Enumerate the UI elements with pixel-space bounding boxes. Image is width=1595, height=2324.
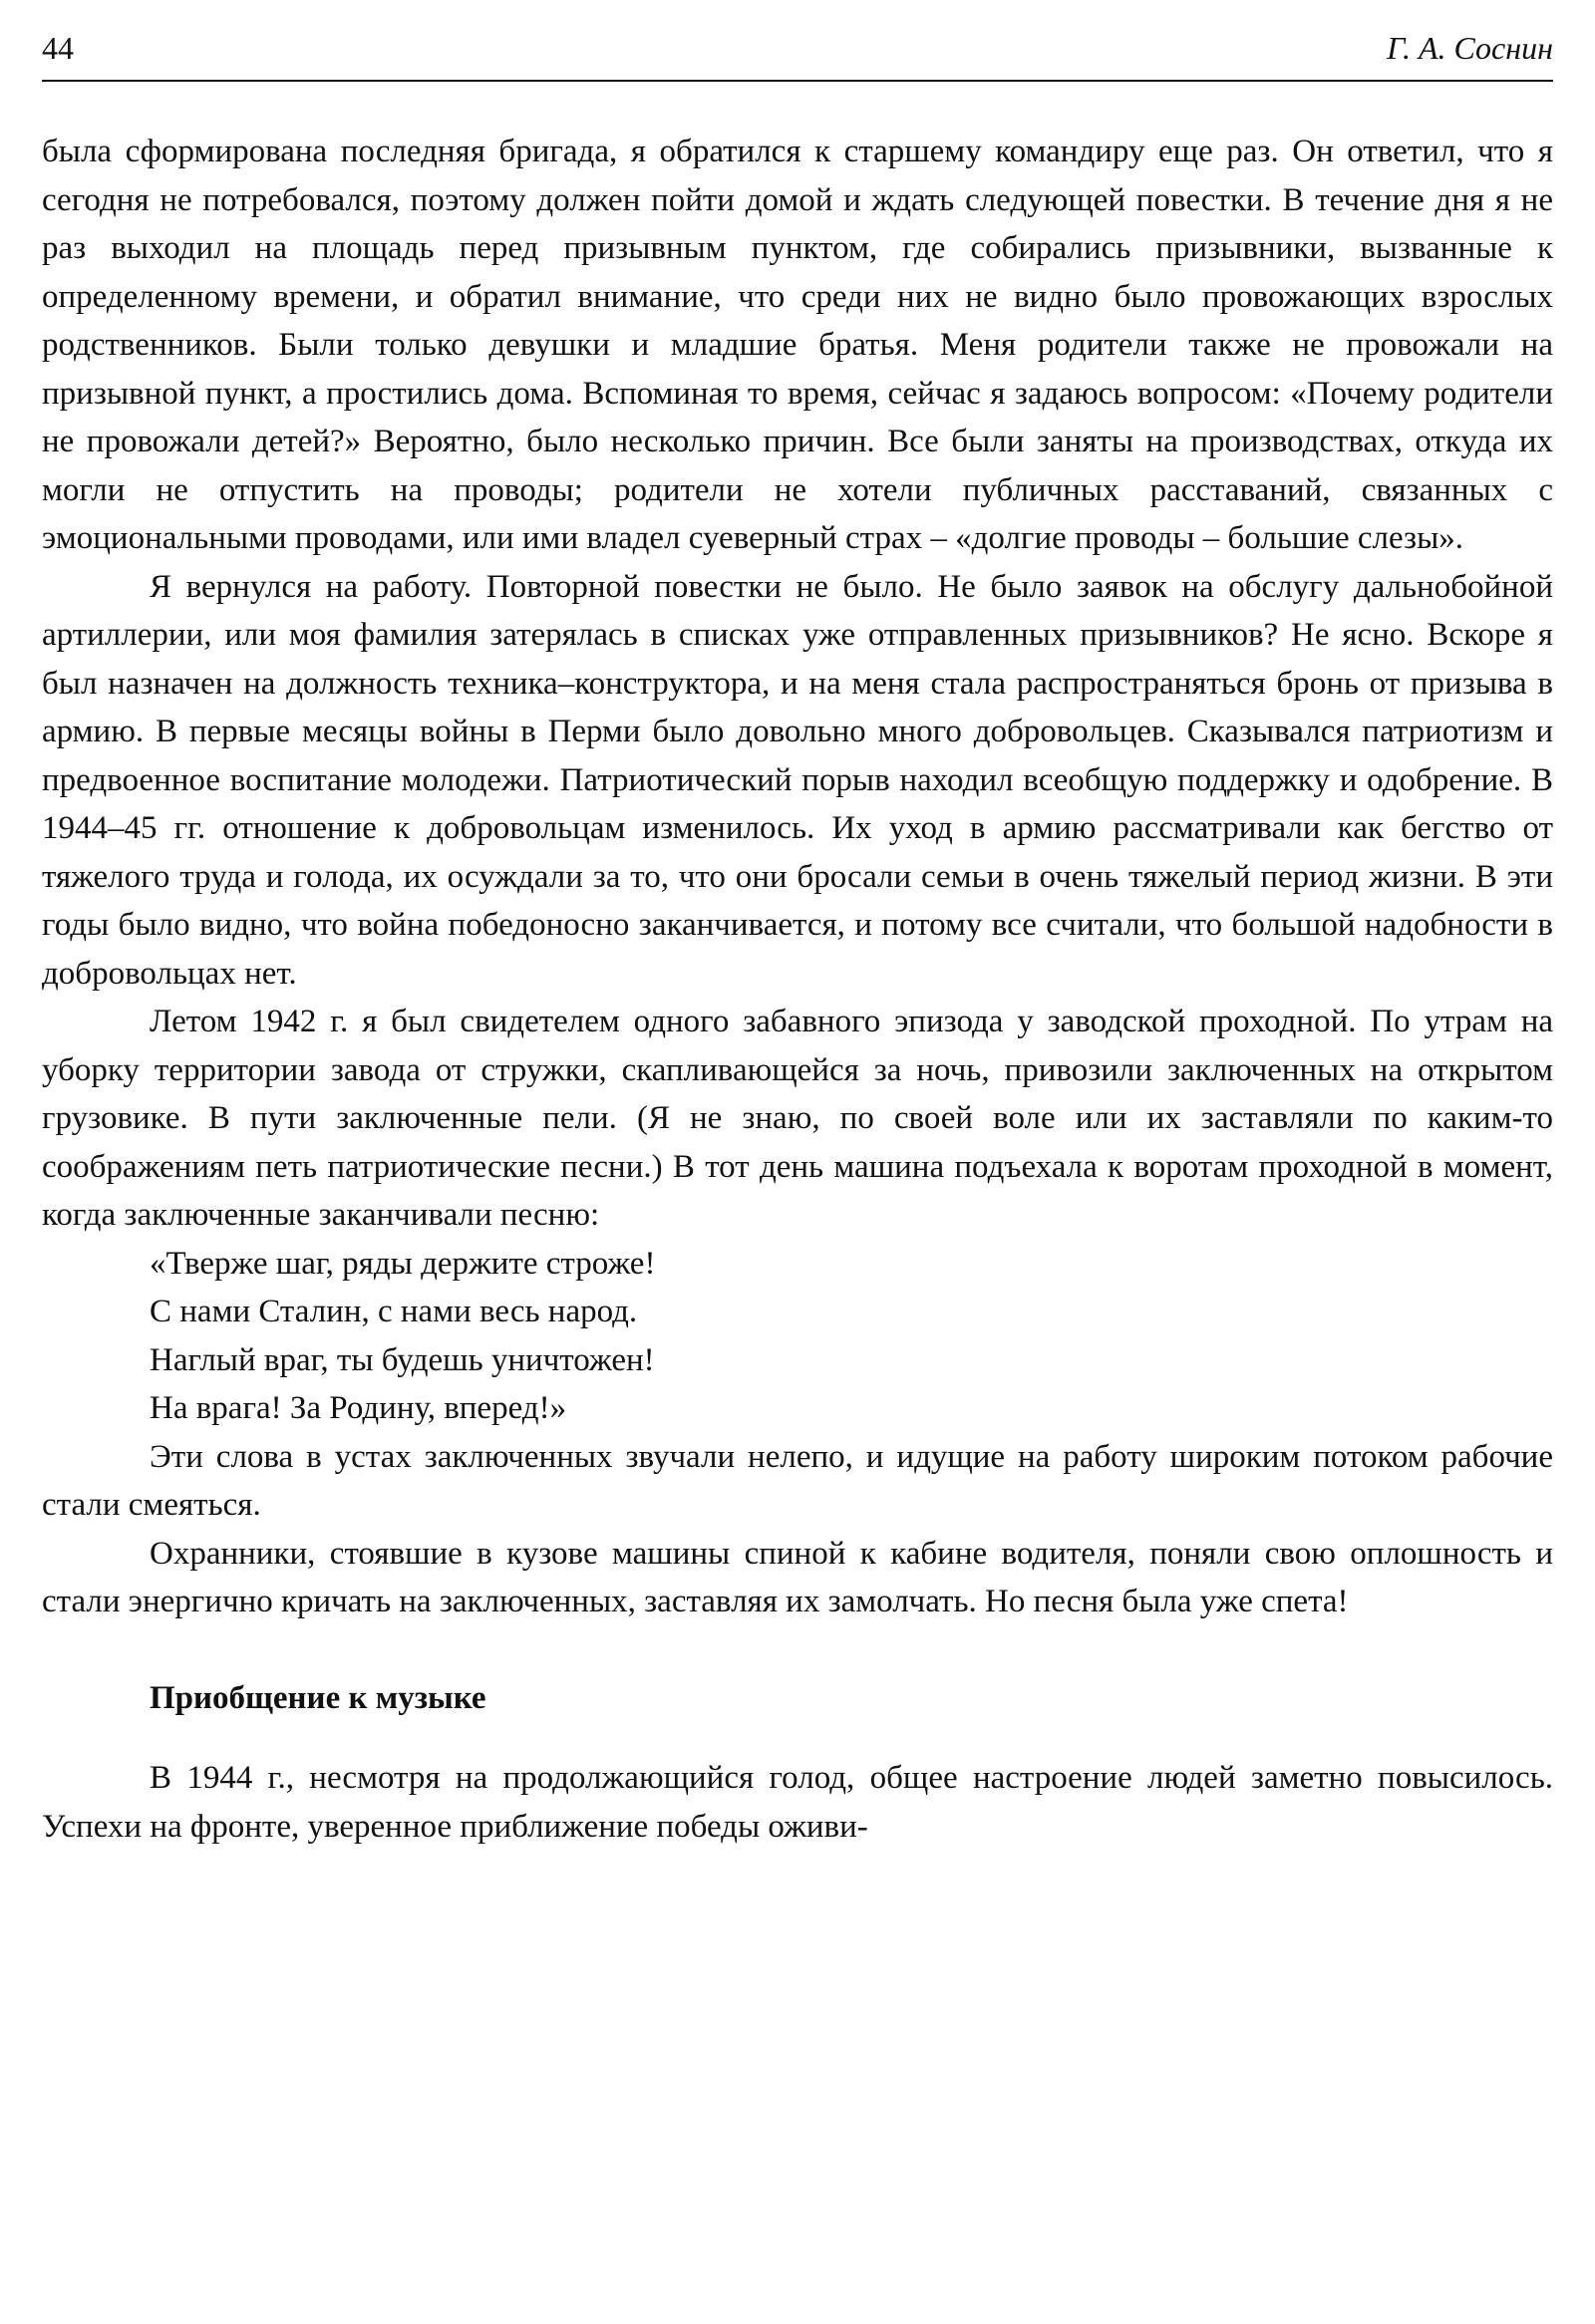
verse-line: С нами Сталин, с нами весь народ. bbox=[150, 1294, 638, 1329]
body-text bbox=[42, 128, 1553, 1851]
header-rule bbox=[42, 80, 1553, 82]
verse-line: «Тверже шаг, ряды держите строже! bbox=[150, 1245, 656, 1282]
verse-line: На врага! За Родину, вперед!» bbox=[150, 1390, 567, 1426]
paragraph: Эти слова в устах заключенных звучали нелепо, и идущие на работу широким потоком рабочие стали смеяться. bbox=[42, 1438, 1553, 1523]
page-number: 44 bbox=[42, 30, 74, 66]
section-heading: Приобщение к музыке bbox=[150, 1679, 486, 1716]
paragraph: Летом 1942 г. я был свидетелем одного забавного эпизода у заводской проходной. По утрам на уборку территории завода от стружки, скапливающейся за ночь, привозили заключенных на открытом грузовике. В пути заключенные пели. (Я не знаю, по своей воле или их заставляли по каким-то соображениям петь патриотические песни.) В тот день машина подъехала к воротам проходной в момент, когда заключенные заканчивали песню: bbox=[42, 1004, 1553, 1233]
book-page bbox=[42, 0, 1553, 2324]
paragraph-continuation: была сформирована последняя бригада, я обратился к старшему командиру еще раз. Он ответил, что я сегодня не потребовался, поэтому должен пойти домой и ждать следующей повестки. В течение дня я не раз выходил на площадь перед призывным пунктом, где собирались призывники, вызванные к определенному времени, и обратил внимание, что среди них не видно было провожающих взрослых родственников. Были только девушки и младшие братья. Меня родители также не провожали на призывной пункт, а простились дома. Вспоминая то время, сейчас я задаюсь вопросом: «Почему родители не провожали детей?» Вероятно, было несколько причин. Все были заняты на производствах, откуда их могли не отпустить на проводы; родители не хотели публичных расставаний, связанных с эмоциональными проводами, или ими владел суеверный страх – «долгие проводы – большие слезы». bbox=[42, 134, 1553, 556]
paragraph: В 1944 г., несмотря на продолжающийся голод, общее настроение людей заметно повысилось. Успехи на фронте, уверенное приближение победы оживи- bbox=[42, 1760, 1553, 1845]
running-header bbox=[42, 28, 1553, 74]
paragraph: Я вернулся на работу. Повторной повестки не было. Не было заявок на обслугу дальнобойной артиллерии, или моя фамилия затерялась в списках уже отправленных призывников? Не ясно. Вскоре я был назначен на должность техника–конструктора, и на меня стала распространяться бронь от призыва в армию. В первые месяцы войны в Перми было довольно много добровольцев. Сказывался патриотизм и предвоенное воспитание молодежи. Патриотический порыв находил всеобщую поддержку и одобрение. В 1944–45 гг. отношение к добровольцам изменилось. Их уход в армию рассматривали как бегство от тяжелого труда и голода, их осуждали за то, что они бросали семьи в очень тяжелый период жизни. В эти годы было видно, что война победоносно заканчивается, и потому все считали, что большой надобности в добровольцах нет. bbox=[42, 568, 1553, 992]
paragraph: Охранники, стоявшие в кузове машины спиной к кабине водителя, поняли свою оплошность и стали энергично кричать на заключенных, заставляя их замолчать. Но песня была уже спета! bbox=[42, 1535, 1553, 1619]
verse-line: Наглый враг, ты будешь уничтожен! bbox=[150, 1341, 655, 1378]
running-author: Г. А. Соснин bbox=[1387, 30, 1553, 66]
